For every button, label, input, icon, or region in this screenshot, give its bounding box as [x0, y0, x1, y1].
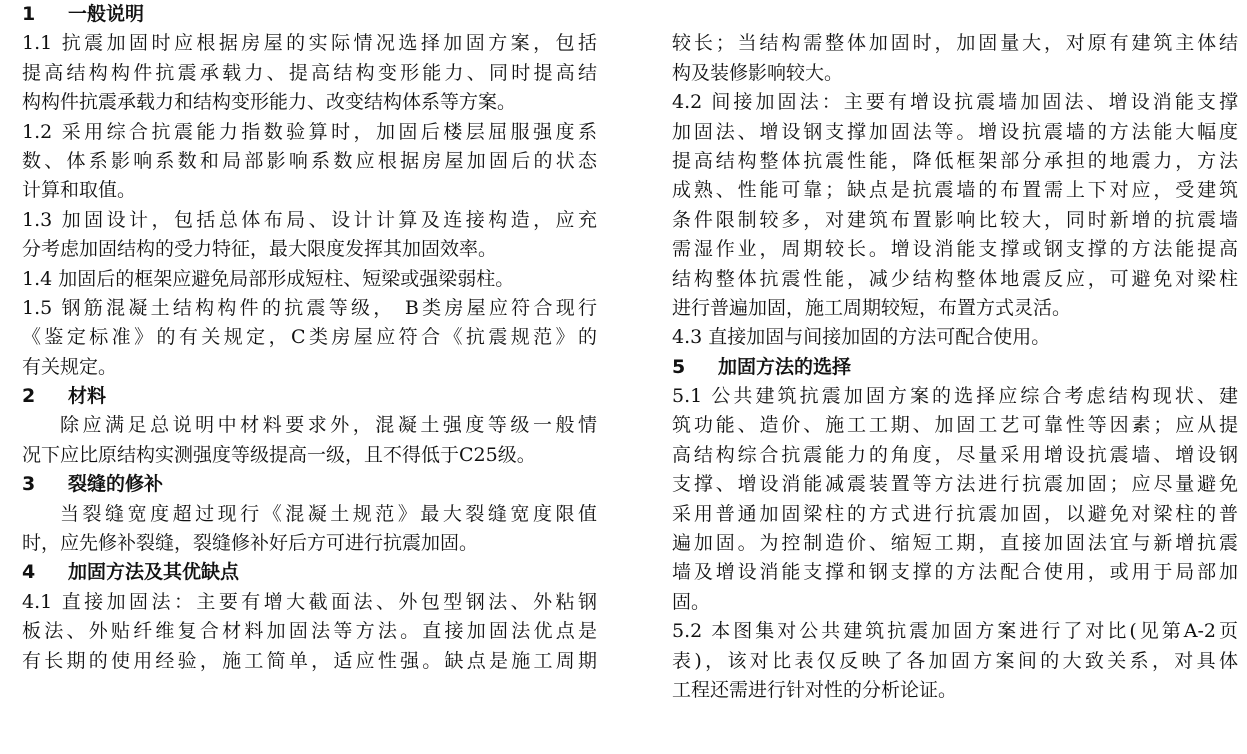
text-line: 进行普遍加固，施工周期较短，布置方式灵活。	[672, 296, 1072, 319]
text-line: 加固法、增设钢支撑加固法等。增设抗震墙的方法能大幅度	[672, 120, 1238, 143]
text-line: 时，应先修补裂缝，裂缝修补好后方可进行抗震加固。	[22, 532, 479, 555]
text-line: 5.2 本图集对公共建筑抗震加固方案进行了对比(见第A-2页	[672, 620, 1238, 643]
text-line: 分考虑加固结构的受力特征，最大限度发挥其加固效率。	[22, 238, 498, 261]
section-heading-5: 5 加固方法的选择	[672, 355, 852, 378]
paragraph-1-5	[22, 294, 597, 382]
text-line: 条件限制较多，对建筑布置影响比较大，同时新增的抗震墙	[672, 208, 1238, 231]
paragraph-1-1	[22, 29, 597, 117]
text-line: 固。	[672, 590, 711, 613]
text-line: 1.2 采用综合抗震能力指数验算时，加固后楼层屈服强度系	[22, 120, 597, 143]
paragraph-4-3	[672, 323, 1238, 352]
text-line: 有长期的使用经验，施工简单，适应性强。缺点是施工周期	[22, 649, 597, 672]
text-line: 数、体系影响系数和局部影响系数应根据房屋加固后的状态	[22, 149, 597, 172]
text-line: 板法、外贴纤维复合材料加固法等方法。直接加固法优点是	[22, 620, 597, 643]
paragraph-1-3	[22, 206, 597, 265]
text-line: 提高结构整体抗震性能，降低框架部分承担的地震力，方法	[672, 149, 1238, 172]
text-line: 当裂缝宽度超过现行《混凝土规范》最大裂缝宽度限值	[60, 502, 597, 525]
paragraph-4-2	[672, 88, 1238, 323]
text-line: 筑功能、造价、施工工期、加固工艺可靠性等因素；应从提	[672, 414, 1238, 437]
text-line: 墙及增设消能支撑和钢支撑的方法配合使用，或用于局部加	[672, 561, 1238, 584]
text-line: 况下应比原结构实测强度等级提高一级，且不得低于C25级。	[22, 443, 536, 466]
text-line: 计算和取值。	[22, 179, 137, 202]
text-line: 支撑、增设消能减震装置等方法进行抗震加固；应尽量避免	[672, 473, 1238, 496]
paragraph-2	[22, 411, 597, 470]
text-line: 工程还需进行针对性的分析论证。	[672, 678, 958, 701]
text-line: 遍加固。为控制造价、缩短工期，直接加固法宜与新增抗震	[672, 532, 1238, 555]
left-column	[22, 0, 597, 676]
text-line: 需湿作业，周期较长。增设消能支撑或钢支撑的方法能提高	[672, 238, 1238, 261]
text-line: 构构件抗震承载力和结构变形能力、改变结构体系等方案。	[22, 91, 517, 114]
text-line: 有关规定。	[22, 355, 118, 378]
text-line: 成熟、性能可靠；缺点是抗震墙的布置需上下对应，受建筑	[672, 179, 1238, 202]
text-line: 采用普通加固梁柱的方式进行抗震加固，以避免对梁柱的普	[672, 502, 1238, 525]
text-line: 结构整体抗震性能，减少结构整体地震反应，可避免对梁柱	[672, 267, 1238, 290]
text-line: 高结构综合抗震能力的角度，尽量采用增设抗震墙、增设钢	[672, 443, 1238, 466]
text-line: 4.3 直接加固与间接加固的方法可配合使用。	[672, 326, 1051, 349]
right-column	[672, 29, 1238, 705]
text-line: 除应满足总说明中材料要求外，混凝土强度等级一般情	[60, 414, 597, 437]
text-line: 1.5 钢筋混凝土结构构件的抗震等级， B类房屋应符合现行	[22, 296, 597, 319]
text-line: 提高结构构件抗震承载力、提高结构变形能力、同时提高结	[22, 61, 597, 84]
section-heading-2: 2 材料	[22, 385, 107, 408]
paragraph-1-2	[22, 118, 597, 206]
paragraph-1-4	[22, 265, 597, 294]
text-line: 4.2 间接加固法：主要有增设抗震墙加固法、增设消能支撑	[672, 91, 1238, 114]
text-line: 《鉴定标准》的有关规定，C类房屋应符合《抗震规范》的	[22, 326, 597, 349]
text-line: 较长；当结构需整体加固时，加固量大，对原有建筑主体结	[672, 32, 1238, 55]
text-line: 1.1 抗震加固时应根据房屋的实际情况选择加固方案，包括	[22, 32, 597, 55]
section-heading-1: 1 一般说明	[22, 3, 145, 25]
text-line: 构及装修影响较大。	[672, 61, 844, 84]
section-heading-3: 3 裂缝的修补	[22, 473, 164, 496]
paragraph-4-1-continued	[672, 29, 1238, 88]
paragraph-5-1	[672, 382, 1238, 617]
paragraph-5-2	[672, 617, 1238, 705]
text-line: 1.4 加固后的框架应避免局部形成短柱、短梁或强梁弱柱。	[22, 267, 515, 290]
paragraph-3	[22, 500, 597, 559]
text-line: 4.1 直接加固法：主要有增大截面法、外包型钢法、外粘钢	[22, 590, 597, 613]
section-heading-4: 4 加固方法及其优缺点	[22, 561, 240, 584]
text-line: 1.3 加固设计，包括总体布局、设计计算及连接构造，应充	[22, 208, 597, 231]
text-line: 5.1 公共建筑抗震加固方案的选择应综合考虑结构现状、建	[672, 385, 1238, 408]
paragraph-4-1	[22, 588, 597, 676]
text-line: 表)，该对比表仅反映了各加固方案间的大致关系，对具体	[672, 649, 1238, 672]
